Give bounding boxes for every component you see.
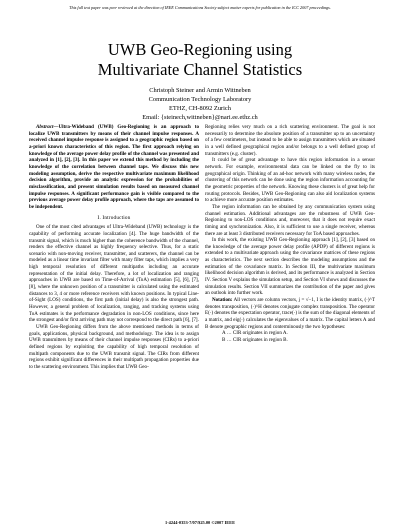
intro-paragraph-1: One of the most cited advantages of Ultra-Wideband (UWB) technology is the capability of performing accurate localization [4]. The huge bandwidth of the transmit signal, which is much higher than the coherence bandwidth of the channel, renders the effective channel as highly frequency selective. Thus, for a static scenario with non-moving receiver, transmitter, and scatterers, the channel can be modeled as a linear time invariant filter with many filter taps, which implies a very high temporal resolution of different multipaths including an accurate representation of the initial delay. Therefore, a lot of localization and ranging approaches in UWB are based on Time-of-Arrival (ToA) estimation [5], [6], [7], [8], where the unknown position of a transmitter is calculated using the estimated distances to 3, 4 or more reference receivers with known positions. In typical Line-of-Sight (LOS) conditions, the first path (initial delay) is also the strongest path. However, a general problem of localization, ranging, and tracking systems using ToA estimates is the performance degradation in non-LOS conditions, since here the strongest and/or first arriving path may not correspond to the direct path [6], [7]. <box>29 224 199 324</box>
author-block <box>0 86 400 122</box>
author-email: Email: {steinech,wittneben}@nari.ee.ethz.ch <box>142 114 258 121</box>
hypothesis-b: B … CIR originates in region B. <box>222 337 288 343</box>
right-column <box>205 124 375 344</box>
intro-paragraph-3: Regioning relies very much on a rich scattering environment. The goal is not necessarily to determine the absolute position of a transmitter up to an uncertainty of a few centimeters, but instead to be able to assign transmitters which are situated in a well defined geographical region and/or belongs to a well defined group of transmitters (e.g. cluster). <box>205 124 375 157</box>
intro-paragraph-6: In this work, the existing UWB Geo-Regioning approach [1], [2], [3] based on the knowledge of the average power delay profile (APDP) of different regions is extended to a multivariate approach using the covariance matrices of these regions as characteristics. The next section describes the modeling assumptions and the estimation of the covariance matrix. In Section III, the multivariate maximum likelihood decision algorithm is derived, and its performance is analyzed in Section IV. Section V explains the simulation setup, and Section VI shows and discusses the simulation results. Section VII summarizes the contribution of the paper and gives an outlook into further work. <box>205 237 375 297</box>
paper-title <box>0 40 400 80</box>
title-line-1: UWB Geo-Regioning using <box>107 40 293 59</box>
author-address: ETHZ, CH-8092 Zurich <box>169 105 231 112</box>
author-names: Christoph Steiner and Armin Wittneben <box>149 87 251 94</box>
section-heading-introduction: I. Introduction <box>97 214 131 221</box>
hypothesis-a: A … CIR originates in region A. <box>222 330 288 337</box>
notation-paragraph <box>205 297 375 330</box>
author-affiliation: Communication Technology Laboratory <box>148 96 252 103</box>
notation-text: All vectors are column vectors, j = √−1, I is the identity matrix, (·)^T denotes transposition, (·)^H denotes conjugate complex transposition. The operator E(·) denotes the expectation operator, trace(·) is the sum of the diagonal elements of a matrix, and eig(·) calculates the eigenvalues of a matrix. The capital letters A and B denote geographic regions and conterminously the two hypotheses: <box>205 297 375 330</box>
title-line-2: Multivariate Channel Statistics <box>97 60 303 79</box>
intro-paragraph-5: The region information can be obtained by any communication system using channel estimation. Additional advantages are the robustness of UWB Geo-Regioning to non-LOS conditions and, moreover, that it does not require exact timing and synchronization. Also, it is sufficient to use a single receiver, whereas there are at least 3 distributed receivers necessary for ToA based approaches. <box>205 203 375 237</box>
copyright-footer: 1-4244-0353-7/07/$25.00 ©2007 IEEE <box>165 520 235 525</box>
abstract-body: —Ultra-Wideband (UWB) Geo-Regioning is an approach to localize UWB transmitters by means of their channel impulse responses. A received channel impulse response is assigned to a geographic region based on a-priori known characteristics of this region. The first approach relying on knowledge of the average power delay profile of the channel was presented and analyzed in [1], [2], [3]. In this paper we extend this method by including the knowledge of the correlation between channel taps. We discuss this new modeling assumption, derive the respective multivariate maximum likelihood decision algorithm, provide an analytic expression for the probabilities of misclassification, and present simulation results based on measured channel impulse responses. A significant performance gain is visible compared to the previous average power delay profile approach, where the taps are assumed to be independent. <box>29 124 199 210</box>
peer-review-note: This full text paper was peer reviewed at the direction of IEEE Communications Society subject matter experts for publication in the ICC 2007 proceedings. <box>69 5 331 10</box>
intro-paragraph-4: It could be of great advantage to have this region information in a sensor network. For example, environmental data can be linked on the fly to its geographical origin. Thinking of an ad-hoc network with many wireless nodes, the clustering of this network can be done using the region information accounting for the geometric properties of the network. Knowing these clusters is of great help for routing protocols. Besides, UWB Geo-Regioning can also aid localization systems to achieve more accurate position estimates. <box>205 157 375 204</box>
left-column <box>29 124 199 371</box>
notation-label: Notation: <box>212 297 233 304</box>
intro-paragraph-2: UWB Geo-Regioning differs from the above mentioned methods in terms of goals, applications, physical background, and methodology. The idea is to assign UWB transmitters by means of their channel impulse responses (CIRs) to a-priori defined regions by exploiting the capability of high temporal resolution of multipath components due to the UWB transmit signal. The CIRs from different regions exhibit significant differences in their multipath propagation properties due to the scattering environment. This implies that UWB Geo- <box>29 324 199 370</box>
abstract <box>29 124 199 211</box>
abstract-lead: Abstract <box>36 124 54 130</box>
